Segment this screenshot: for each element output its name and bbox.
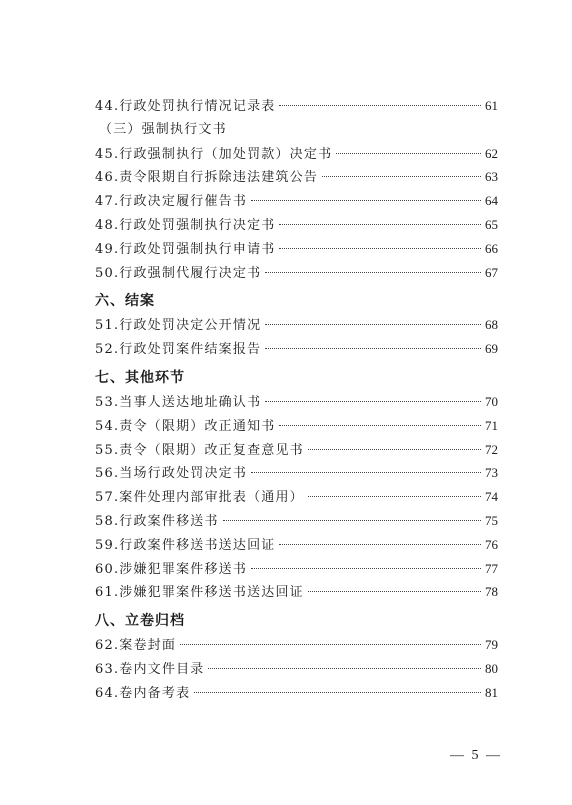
entry-page-number: 69 bbox=[485, 341, 498, 357]
entry-title: 61.涉嫌犯罪案件移送书送达回证 bbox=[95, 585, 304, 601]
dot-leader bbox=[308, 449, 481, 450]
dot-leader bbox=[265, 348, 481, 349]
entry-page-number: 68 bbox=[485, 317, 498, 333]
dot-leader bbox=[308, 591, 481, 592]
dot-leader bbox=[265, 401, 481, 402]
dot-leader bbox=[251, 568, 481, 569]
dot-leader bbox=[208, 668, 481, 669]
entry-page-number: 80 bbox=[485, 660, 498, 676]
entry-title: 56.当场行政处罚决定书 bbox=[95, 466, 248, 482]
entry-page-number: 75 bbox=[485, 512, 498, 528]
entry-title: 59.行政案件移送书送达回证 bbox=[95, 537, 276, 553]
toc-entry bbox=[95, 485, 498, 509]
entry-title: 46.责令限期自行拆除违法建筑公告 bbox=[95, 170, 319, 186]
dot-leader bbox=[265, 272, 481, 273]
dot-leader bbox=[279, 544, 481, 545]
table-of-contents bbox=[95, 94, 498, 705]
entry-title: 47.行政决定履行催告书 bbox=[95, 194, 248, 210]
entry-page-number: 72 bbox=[485, 441, 498, 457]
toc-entry bbox=[95, 313, 498, 337]
toc-entry bbox=[95, 438, 498, 462]
entry-title: 57.案件处理内部审批表（通用） bbox=[95, 490, 304, 506]
dot-leader bbox=[336, 153, 481, 154]
entry-title: 50.行政强制代履行决定书 bbox=[95, 265, 262, 281]
entry-title: 49.行政处罚强制执行申请书 bbox=[95, 241, 276, 257]
toc-group bbox=[95, 313, 498, 361]
toc-entry bbox=[95, 261, 498, 285]
entry-page-number: 81 bbox=[485, 684, 498, 700]
entry-page-number: 73 bbox=[485, 465, 498, 481]
toc-entry bbox=[95, 165, 498, 189]
toc-entry bbox=[95, 657, 498, 681]
toc-group bbox=[95, 633, 498, 704]
toc-entry bbox=[95, 237, 498, 261]
page-number: — 5 — bbox=[450, 748, 502, 763]
entry-page-number: 63 bbox=[485, 169, 498, 185]
entry-page-number: 61 bbox=[485, 98, 498, 113]
entry-page-number: 70 bbox=[485, 393, 498, 409]
toc-entry bbox=[95, 189, 498, 213]
toc-entry bbox=[95, 390, 498, 414]
toc-entry bbox=[95, 633, 498, 657]
dot-leader bbox=[251, 472, 481, 473]
entry-title: 53.当事人送达地址确认书 bbox=[95, 394, 262, 410]
entry-title: 44.行政处罚执行情况记录表 bbox=[95, 99, 276, 114]
toc-entry bbox=[95, 461, 498, 485]
toc-entry bbox=[95, 557, 498, 581]
entry-title: 54.责令（限期）改正通知书 bbox=[95, 418, 276, 434]
dot-leader bbox=[308, 496, 481, 497]
section-heading: 八、立卷归档 bbox=[95, 613, 185, 630]
entry-page-number: 79 bbox=[485, 637, 498, 653]
toc-entry bbox=[95, 142, 498, 166]
toc-entry bbox=[95, 509, 498, 533]
entry-page-number: 67 bbox=[485, 264, 498, 280]
entry-title: 63.卷内文件目录 bbox=[95, 661, 205, 677]
entry-title: 52.行政处罚案件结案报告 bbox=[95, 342, 262, 358]
entry-page-number: 64 bbox=[485, 193, 498, 209]
toc-entry bbox=[95, 681, 498, 705]
entry-title: 64.卷内备考表 bbox=[95, 685, 191, 701]
section-heading: 七、其他环节 bbox=[95, 369, 185, 386]
sub-heading: （三）强制执行文书 bbox=[99, 121, 227, 137]
entry-title: 58.行政案件移送书 bbox=[95, 513, 219, 529]
dot-leader bbox=[194, 692, 481, 693]
dot-leader bbox=[251, 200, 481, 201]
toc-group bbox=[95, 142, 498, 285]
dot-leader bbox=[180, 644, 481, 645]
entry-title: 60.涉嫌犯罪案件移送书 bbox=[95, 561, 248, 577]
dot-leader bbox=[279, 105, 481, 106]
dot-leader bbox=[279, 425, 481, 426]
entry-title: 62.案卷封面 bbox=[95, 638, 177, 654]
entry-page-number: 71 bbox=[485, 417, 498, 433]
toc-entry bbox=[95, 337, 498, 361]
toc-entry bbox=[95, 213, 498, 237]
section-heading: 六、结案 bbox=[95, 293, 155, 310]
entry-page-number: 74 bbox=[485, 489, 498, 505]
entry-page-number: 66 bbox=[485, 240, 498, 256]
entry-title: 45.行政强制执行（加处罚款）决定书 bbox=[95, 146, 333, 162]
entry-title: 51.行政处罚决定公开情况 bbox=[95, 318, 262, 334]
dot-leader bbox=[322, 176, 481, 177]
entry-page-number: 77 bbox=[485, 560, 498, 576]
toc-entry bbox=[95, 94, 498, 118]
entry-title: 48.行政处罚强制执行决定书 bbox=[95, 217, 276, 233]
entry-page-number: 76 bbox=[485, 536, 498, 552]
entry-page-number: 65 bbox=[485, 216, 498, 232]
entry-page-number: 78 bbox=[485, 584, 498, 600]
entry-title: 55.责令（限期）改正复查意见书 bbox=[95, 442, 304, 458]
dot-leader bbox=[279, 248, 481, 249]
toc-group bbox=[95, 390, 498, 604]
dot-leader bbox=[223, 520, 481, 521]
dot-leader bbox=[265, 324, 481, 325]
toc-group bbox=[95, 94, 498, 118]
entry-page-number: 62 bbox=[485, 145, 498, 161]
toc-entry bbox=[95, 533, 498, 557]
dot-leader bbox=[279, 224, 481, 225]
toc-entry bbox=[95, 414, 498, 438]
toc-entry bbox=[95, 580, 498, 604]
